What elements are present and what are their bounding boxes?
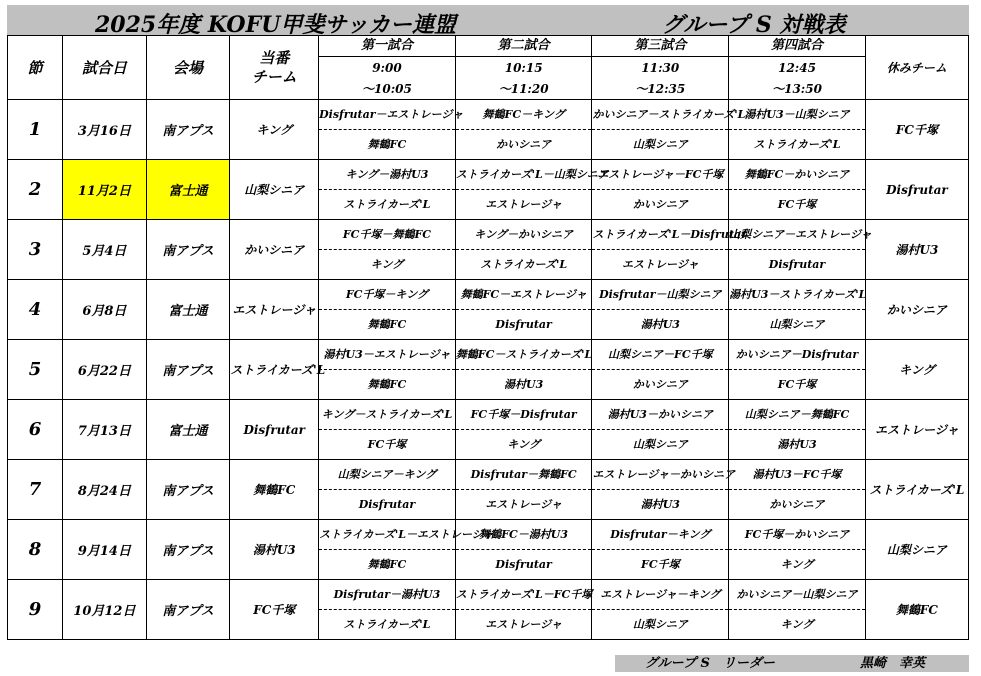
match-pair: 舞鶴FC－ストライカーズ'L bbox=[456, 340, 592, 370]
match-pair: FC千塚－かいシニア bbox=[729, 520, 865, 550]
rest-team-cell: 舞鶴FC bbox=[865, 580, 968, 640]
match-pair: Disfrutar－エストレージャ bbox=[319, 100, 455, 130]
game-time-start: 9:00 bbox=[372, 61, 402, 75]
rest-team-cell: Disfrutar bbox=[865, 160, 968, 220]
setsu-cell: 9 bbox=[8, 580, 63, 640]
match-referee: ストライカーズ'L bbox=[343, 618, 431, 631]
date-cell: 3月16日 bbox=[63, 100, 147, 160]
match-referee: ストライカーズ'L bbox=[480, 258, 568, 271]
venue-cell: 南アプス bbox=[146, 340, 230, 400]
match-cell bbox=[729, 340, 866, 400]
header-date: 試合日 bbox=[63, 36, 147, 100]
venue-cell: 富士通 bbox=[146, 160, 230, 220]
match-pair: 湯村U3－山梨シニア bbox=[729, 100, 865, 130]
table-row bbox=[8, 160, 969, 220]
header-setsu: 節 bbox=[8, 36, 63, 100]
match-cell bbox=[592, 400, 729, 460]
match-cell bbox=[592, 460, 736, 520]
match-referee: Disfrutar bbox=[358, 498, 416, 511]
match-pair: かいシニア－山梨シニア bbox=[729, 580, 865, 610]
match-referee: 湯村U3 bbox=[504, 378, 544, 391]
match-pair: Disfrutar－舞鶴FC bbox=[456, 460, 592, 490]
match-referee: Disfrutar bbox=[495, 318, 552, 331]
match-referee: 舞鶴FC bbox=[367, 318, 407, 331]
match-cell bbox=[455, 580, 592, 640]
game-name: 第三試合 bbox=[592, 36, 728, 57]
table-row bbox=[8, 280, 969, 340]
match-pair: Disfrutar－山梨シニア bbox=[592, 280, 728, 310]
header-duty-line1: 当番 bbox=[259, 48, 290, 67]
game-name: 第一試合 bbox=[319, 36, 455, 57]
match-cell bbox=[319, 520, 494, 580]
match-referee: エストレージャ bbox=[622, 258, 699, 271]
setsu-cell: 5 bbox=[8, 340, 63, 400]
table-row bbox=[8, 520, 969, 580]
match-referee: エストレージャ bbox=[485, 498, 562, 511]
date-cell: 10月12日 bbox=[63, 580, 147, 640]
match-pair: 湯村U3－ストライカーズ'L bbox=[729, 280, 865, 310]
duty-team-cell: 湯村U3 bbox=[230, 520, 319, 580]
match-cell bbox=[319, 220, 456, 280]
rest-team-cell: 山梨シニア bbox=[865, 520, 968, 580]
game-name: 第二試合 bbox=[456, 36, 592, 57]
match-cell bbox=[455, 100, 592, 160]
match-referee: FC千塚 bbox=[777, 378, 817, 391]
match-referee: かいシニア bbox=[496, 138, 552, 151]
setsu-cell: 8 bbox=[8, 520, 63, 580]
header-row bbox=[8, 36, 969, 100]
match-cell bbox=[592, 580, 729, 640]
match-referee: 湯村U3 bbox=[777, 438, 817, 451]
match-pair: Disfrutar－湯村U3 bbox=[319, 580, 455, 610]
table-row bbox=[8, 340, 969, 400]
match-pair: かいシニア－ストライカーズ'L bbox=[592, 100, 728, 130]
date-cell: 9月14日 bbox=[63, 520, 147, 580]
match-referee: Disfrutar bbox=[768, 258, 826, 271]
match-cell bbox=[455, 280, 592, 340]
setsu-cell: 1 bbox=[8, 100, 63, 160]
match-pair: 山梨シニア－舞鶴FC bbox=[729, 400, 865, 430]
group-title: グループ S 対戦表 bbox=[662, 12, 846, 38]
venue-cell: 富士通 bbox=[146, 400, 230, 460]
rest-team-cell: キング bbox=[865, 340, 968, 400]
table-row bbox=[8, 580, 969, 640]
schedule-body bbox=[8, 100, 969, 640]
header-game-2 bbox=[455, 36, 592, 100]
match-pair: エストレージャ－キング bbox=[592, 580, 728, 610]
rest-team-cell: エストレージャ bbox=[865, 400, 968, 460]
match-referee: 山梨シニア bbox=[632, 618, 688, 631]
group-leader-label: グループ S リーダー bbox=[645, 656, 775, 671]
match-pair: 舞鶴FC－エストレージャ bbox=[456, 280, 592, 310]
match-cell bbox=[592, 280, 729, 340]
game-time-end: ～11:20 bbox=[498, 82, 549, 96]
header-duty bbox=[230, 36, 319, 100]
footer-bar bbox=[615, 655, 969, 672]
venue-cell: 南アプス bbox=[146, 220, 230, 280]
setsu-cell: 2 bbox=[8, 160, 63, 220]
match-cell bbox=[592, 340, 729, 400]
date-cell: 8月24日 bbox=[63, 460, 147, 520]
schedule-table bbox=[7, 35, 969, 640]
duty-team-cell: 舞鶴FC bbox=[230, 460, 319, 520]
rest-team-cell: かいシニア bbox=[865, 280, 968, 340]
game-name: 第四試合 bbox=[729, 36, 865, 57]
match-pair: 舞鶴FC－キング bbox=[456, 100, 592, 130]
match-pair: エストレージャ－FC千塚 bbox=[592, 160, 728, 190]
match-cell bbox=[592, 220, 747, 280]
match-pair: キング－ストライカーズ'L bbox=[319, 400, 455, 430]
game-time-end: ～12:35 bbox=[635, 82, 686, 96]
match-cell bbox=[455, 160, 609, 220]
match-cell bbox=[729, 280, 866, 340]
match-cell bbox=[319, 460, 456, 520]
match-pair: ストライカーズ'L－山梨シニア bbox=[456, 160, 592, 190]
rest-team-cell: FC千塚 bbox=[865, 100, 968, 160]
match-referee: エストレージャ bbox=[485, 198, 562, 211]
duty-team-cell: Disfrutar bbox=[230, 400, 319, 460]
game-time-start: 10:15 bbox=[504, 61, 543, 75]
match-pair: ストライカーズ'L－Disfrutar bbox=[592, 220, 728, 250]
match-referee: 山梨シニア bbox=[632, 438, 688, 451]
match-referee: キング bbox=[370, 258, 404, 271]
match-referee: 湯村U3 bbox=[640, 318, 680, 331]
venue-cell: 南アプス bbox=[146, 460, 230, 520]
match-referee: FC千塚 bbox=[367, 438, 407, 451]
match-cell bbox=[319, 400, 456, 460]
match-pair: 山梨シニア－FC千塚 bbox=[592, 340, 728, 370]
match-referee: かいシニア bbox=[632, 378, 688, 391]
match-cell bbox=[455, 220, 592, 280]
duty-team-cell: かいシニア bbox=[230, 220, 319, 280]
leader-name: 黒崎 幸英 bbox=[860, 656, 926, 671]
match-referee: キング bbox=[780, 618, 814, 631]
venue-cell: 南アプス bbox=[146, 520, 230, 580]
match-cell bbox=[455, 340, 592, 400]
match-pair: FC千塚－Disfrutar bbox=[456, 400, 592, 430]
match-cell bbox=[319, 280, 456, 340]
match-cell bbox=[729, 520, 866, 580]
table-row bbox=[8, 100, 969, 160]
match-pair: 湯村U3－かいシニア bbox=[592, 400, 728, 430]
match-pair: 舞鶴FC－かいシニア bbox=[729, 160, 865, 190]
match-referee: 舞鶴FC bbox=[367, 138, 407, 151]
match-referee: 湯村U3 bbox=[640, 498, 680, 511]
rest-team-cell: 湯村U3 bbox=[865, 220, 968, 280]
header-duty-line2: チーム bbox=[251, 67, 297, 86]
date-cell: 5月4日 bbox=[63, 220, 147, 280]
match-pair: 山梨シニア－エストレージャ bbox=[729, 220, 865, 250]
match-pair: キング－かいシニア bbox=[456, 220, 592, 250]
header-game-4 bbox=[729, 36, 866, 100]
match-cell bbox=[319, 160, 456, 220]
date-cell: 6月22日 bbox=[63, 340, 147, 400]
header-rest: 休みチーム bbox=[865, 36, 968, 100]
table-row bbox=[8, 460, 969, 520]
match-cell bbox=[455, 400, 592, 460]
match-cell bbox=[729, 220, 872, 280]
match-pair: Disfrutar－キング bbox=[592, 520, 728, 550]
duty-team-cell: エストレージャ bbox=[230, 280, 319, 340]
match-pair: 山梨シニア－キング bbox=[319, 460, 455, 490]
date-cell: 11月2日 bbox=[63, 160, 147, 220]
match-referee: 山梨シニア bbox=[769, 318, 825, 331]
match-referee: ストライカーズ'L bbox=[343, 198, 431, 211]
duty-team-cell: FC千塚 bbox=[230, 580, 319, 640]
match-cell bbox=[592, 160, 729, 220]
match-pair: エストレージャ－かいシニア bbox=[592, 460, 728, 490]
match-referee: FC千塚 bbox=[777, 198, 817, 211]
duty-team-cell: ストライカーズ'L bbox=[230, 340, 319, 400]
match-cell bbox=[729, 460, 866, 520]
match-pair: 湯村U3－エストレージャ bbox=[319, 340, 455, 370]
header-game-3 bbox=[592, 36, 729, 100]
match-cell bbox=[319, 340, 456, 400]
duty-team-cell: 山梨シニア bbox=[230, 160, 319, 220]
match-cell bbox=[729, 580, 866, 640]
match-pair: 湯村U3－FC千塚 bbox=[729, 460, 865, 490]
match-referee: Disfrutar bbox=[495, 558, 552, 571]
date-cell: 6月8日 bbox=[63, 280, 147, 340]
match-pair: ストライカーズ'L－FC千塚 bbox=[456, 580, 592, 610]
setsu-cell: 4 bbox=[8, 280, 63, 340]
match-cell bbox=[729, 400, 866, 460]
match-referee: かいシニア bbox=[632, 198, 688, 211]
venue-cell: 富士通 bbox=[146, 280, 230, 340]
match-referee: 舞鶴FC bbox=[367, 378, 407, 391]
match-pair: ストライカーズ'L－エストレージャ bbox=[319, 520, 455, 550]
date-cell: 7月13日 bbox=[63, 400, 147, 460]
setsu-cell: 6 bbox=[8, 400, 63, 460]
match-cell bbox=[592, 100, 746, 160]
match-referee: かいシニア bbox=[769, 498, 825, 511]
match-cell bbox=[319, 580, 456, 640]
match-cell bbox=[319, 100, 464, 160]
match-pair: かいシニア－Disfrutar bbox=[729, 340, 865, 370]
game-time-start: 11:30 bbox=[641, 61, 680, 75]
rest-team-cell: ストライカーズ'L bbox=[865, 460, 968, 520]
match-cell bbox=[729, 160, 866, 220]
match-referee: キング bbox=[507, 438, 540, 451]
match-referee: FC千塚 bbox=[641, 558, 680, 571]
setsu-cell: 3 bbox=[8, 220, 63, 280]
game-time-end: ～13:50 bbox=[772, 82, 822, 96]
header-game-1 bbox=[319, 36, 456, 100]
match-cell bbox=[592, 520, 729, 580]
game-time-start: 12:45 bbox=[778, 61, 816, 75]
match-referee: 舞鶴FC bbox=[367, 558, 407, 571]
page-title: 2025年度 KOFU甲斐サッカー連盟 bbox=[95, 12, 456, 38]
match-pair: キング－湯村U3 bbox=[319, 160, 455, 190]
match-pair: FC千塚－キング bbox=[319, 280, 455, 310]
match-referee: 山梨シニア bbox=[632, 138, 688, 151]
header-venue: 会場 bbox=[146, 36, 230, 100]
match-cell bbox=[455, 460, 592, 520]
title-bar bbox=[7, 5, 969, 38]
match-referee: キング bbox=[780, 558, 814, 571]
venue-cell: 南アプス bbox=[146, 100, 230, 160]
table-row bbox=[8, 400, 969, 460]
setsu-cell: 7 bbox=[8, 460, 63, 520]
match-referee: ストライカーズ'L bbox=[753, 138, 841, 151]
match-pair: 舞鶴FC－湯村U3 bbox=[456, 520, 592, 550]
venue-cell: 南アプス bbox=[146, 580, 230, 640]
match-referee: エストレージャ bbox=[485, 618, 562, 631]
game-time-end: ～10:05 bbox=[362, 82, 412, 96]
table-row bbox=[8, 220, 969, 280]
match-pair: FC千塚－舞鶴FC bbox=[319, 220, 455, 250]
duty-team-cell: キング bbox=[230, 100, 319, 160]
match-cell bbox=[729, 100, 866, 160]
